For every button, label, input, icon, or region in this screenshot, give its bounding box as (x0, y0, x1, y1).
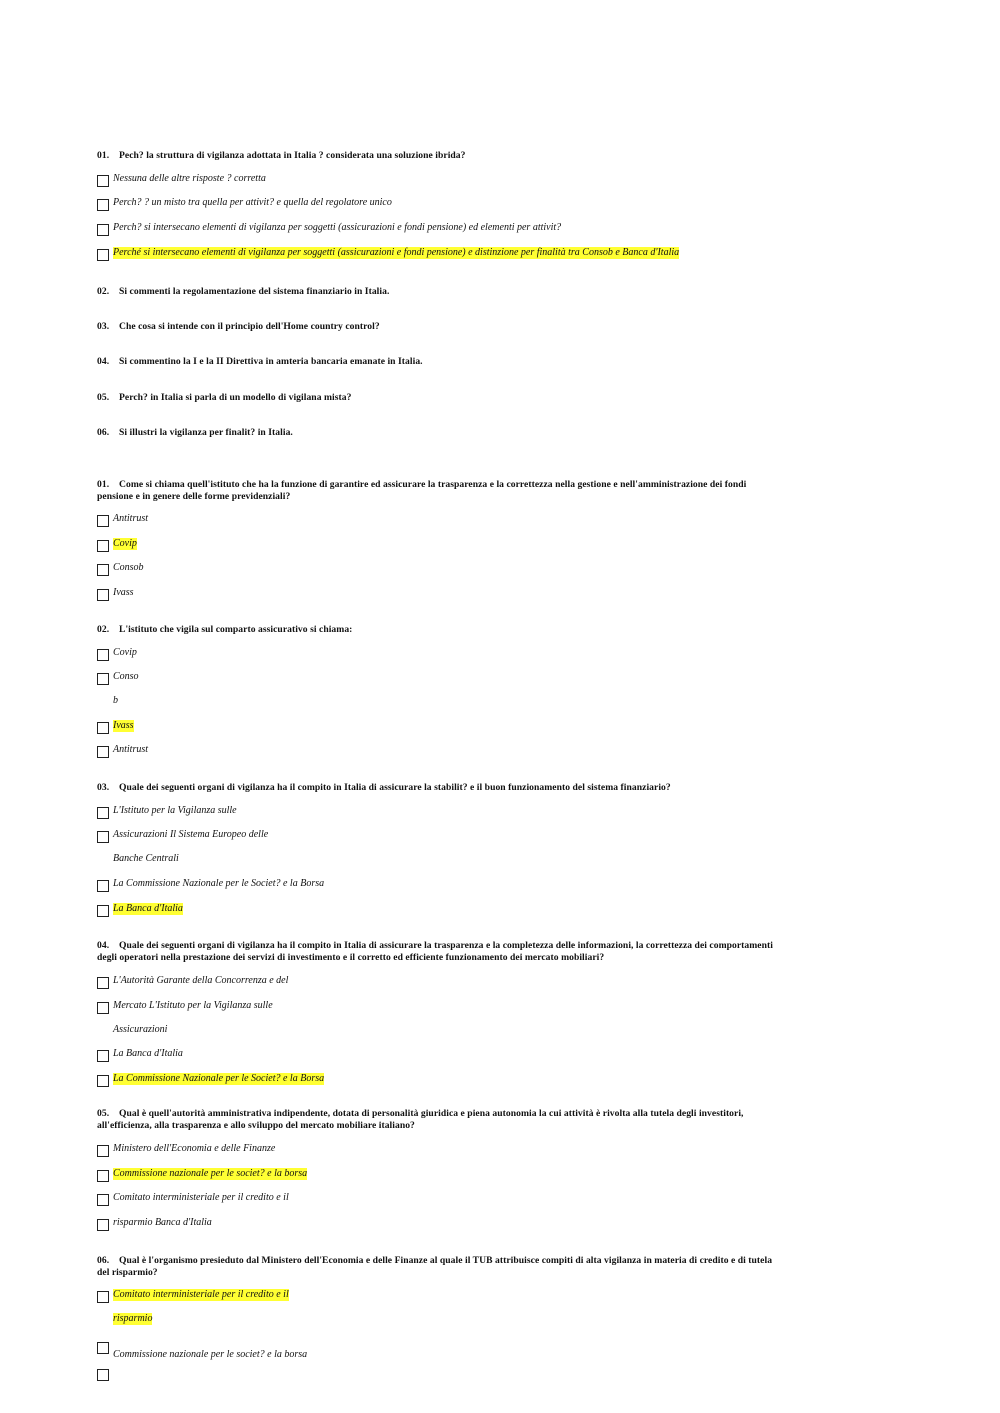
checkbox[interactable] (97, 746, 109, 758)
checkbox[interactable] (97, 1194, 109, 1206)
question-2-4: 04. Quale dei seguenti organi di vigilanza ha il compito in Italia di assicurare la trasparenza e la completezza delle informazioni, la correttezza dei comportamenti degli operatori nella prestazione dei servizi di investimento e il corretto ed efficiente funzionamento dei mercato mobiliari? (97, 940, 773, 963)
checkbox[interactable] (97, 1369, 109, 1381)
checkbox[interactable] (97, 1170, 109, 1182)
checkbox[interactable] (97, 831, 109, 843)
option-2-6-a-continued: risparmio (113, 1313, 153, 1324)
checkbox[interactable] (97, 589, 109, 601)
checkbox[interactable] (97, 540, 109, 552)
checkbox[interactable] (97, 977, 109, 989)
checkbox[interactable] (97, 1050, 109, 1062)
question-1-5: 05. Perch? in Italia si parla di un modello di vigilana mista? (97, 392, 352, 403)
option-2-4-b-continued: Assicurazioni (113, 1024, 168, 1035)
checkbox[interactable] (97, 1291, 109, 1303)
checkbox[interactable] (97, 515, 109, 527)
question-2-5: 05. Qual è quell'autorità amministrativa indipendente, dotata di personalità giuridica e piena autonomia la cui attività è rivolta alla tutela degli investitori, all'efficienza, alla trasparenza e allo sviluppo del mercato mobiliare italiano? (97, 1108, 744, 1131)
checkbox[interactable] (97, 722, 109, 734)
checkbox[interactable] (97, 649, 109, 661)
question-1-2: 02. Si commenti la regolamentazione del sistema finanziario in Italia. (97, 286, 390, 297)
option-2-2-b-continued: b (113, 695, 118, 706)
question-2-2: 02. L'istituto che vigila sul comparto assicurativo si chiama: (97, 624, 353, 635)
question-2-1: 01. Come si chiama quell'istituto che ha la funzione di garantire ed assicurare la trasparenza e la correttezza nella gestione e nell'amministrazione dei fondi pensione e in genere delle forme previdenziali? (97, 479, 747, 502)
checkbox[interactable] (97, 175, 109, 187)
checkbox[interactable] (97, 905, 109, 917)
checkbox[interactable] (97, 564, 109, 576)
checkbox[interactable] (97, 880, 109, 892)
checkbox[interactable] (97, 1219, 109, 1231)
checkbox[interactable] (97, 1145, 109, 1157)
option-2-3-b-continued: Banche Centrali (113, 853, 179, 864)
checkbox[interactable] (97, 1342, 109, 1354)
question-1-1: 01. Pech? la struttura di vigilanza adottata in Italia ? considerata una soluzione ibrida? (97, 150, 466, 161)
checkbox[interactable] (97, 1002, 109, 1014)
checkbox[interactable] (97, 249, 109, 261)
question-1-3: 03. Che cosa si intende con il principio dell'Home country control? (97, 321, 380, 332)
question-2-3: 03. Quale dei seguenti organi di vigilanza ha il compito in Italia di assicurare la stabilit? e il buon funzionamento del sistema finanziario? (97, 782, 671, 793)
checkbox[interactable] (97, 1075, 109, 1087)
question-1-6: 06. Si illustri la vigilanza per finalit? in Italia. (97, 427, 293, 438)
checkbox[interactable] (97, 807, 109, 819)
checkbox[interactable] (97, 224, 109, 236)
question-1-4: 04. Si commentino la I e la II Direttiva in amteria bancaria emanate in Italia. (97, 356, 423, 367)
question-2-6: 06. Qual è l'organismo presieduto dal Ministero dell'Economia e delle Finanze al quale il TUB attribuisce compiti di alta vigilanza in materia di credito e di tutela del risparmio? (97, 1255, 773, 1278)
quiz-document: 01. Pech? la struttura di vigilanza adottata in Italia ? considerata una soluzione ibrida? Nessuna delle altre risposte ? corretta Perch? ? un misto tra quella per attivit? e quella del regolatore unico Perch? si intersecano elementi di vigilanza per soggetti (assicurazioni e fondi pensione) ed elementi per attivit? Perché si intersecano elementi di vigilanza per soggetti (assicurazioni e fondi pensione) e distinzione per finalità tra Consob e Banca d'Italia 02. Si commenti la regolamentazione del sistema finanziario in Italia. 03. Che cosa si intende con il principio dell'Home country control? 04. Si commentino la I e la II Direttiva in amteria bancaria emanate in Italia. 05. Perch? in Italia si parla di un modello di vigilana mista? 06. Si illustri la vigilanza per finalit? in Italia. 01. Come si chiama quell'istituto che ha la funzione di garantire ed assicurare la trasparenza e la correttezza nella gestione e nell'amministrazione dei fondi pensione e in genere delle forme previdenziali? Antitrust Covip Consob Ivass 02. L'istituto che vigila sul comparto assicurativo si chiama: Covip Conso b Ivass Antitrust 03. Quale dei seguenti organi di vigilanza ha il compito in Italia di assicurare la stabilit? e il buon funzionamento del sistema finanziario? L'Istituto per la Vigilanza sulle Assicurazioni Il Sistema Europeo delle Banche Centrali La Commissione Nazionale per le Societ? e la Borsa La Banca d'Italia 04. Quale dei seguenti organi di vigilanza ha il compito in Italia di assicurare la trasparenza e la completezza delle informazioni, la correttezza dei comportamenti degli operatori nella prestazione dei servizi di investimento e il corretto ed efficiente funzionamento dei mercato mobiliari? L'Autorità Garante della Concorrenza e del Mercato L'Istituto per la Vigilanza sulle Assicurazioni La Banca d'Italia La Commissione Nazionale per le Societ? e la Borsa 05. Qual è quell'autorità amministrativa indipendente, dotata di personalità giuridica e piena autonomia la cui attività è rivolta alla tutela degli investitori, all'efficienza, alla trasparenza e allo sviluppo del mercato mobiliare italiano? Ministero dell'Economia e delle Finanze Commissione nazionale per le societ? e la borsa Comitato interministeriale per il credito e il risparmio Banca d'Italia 06. Qual è l'organismo presieduto dal Ministero dell'Economia e delle Finanze al quale il TUB attribuisce compiti di alta vigilanza in materia di credito e di tutela del risparmio? Comitato interministeriale per il credito e il risparmio Commissione nazionale per le societ? e la borsa (0, 0, 1000, 1413)
checkbox[interactable] (97, 673, 109, 685)
checkbox[interactable] (97, 199, 109, 211)
